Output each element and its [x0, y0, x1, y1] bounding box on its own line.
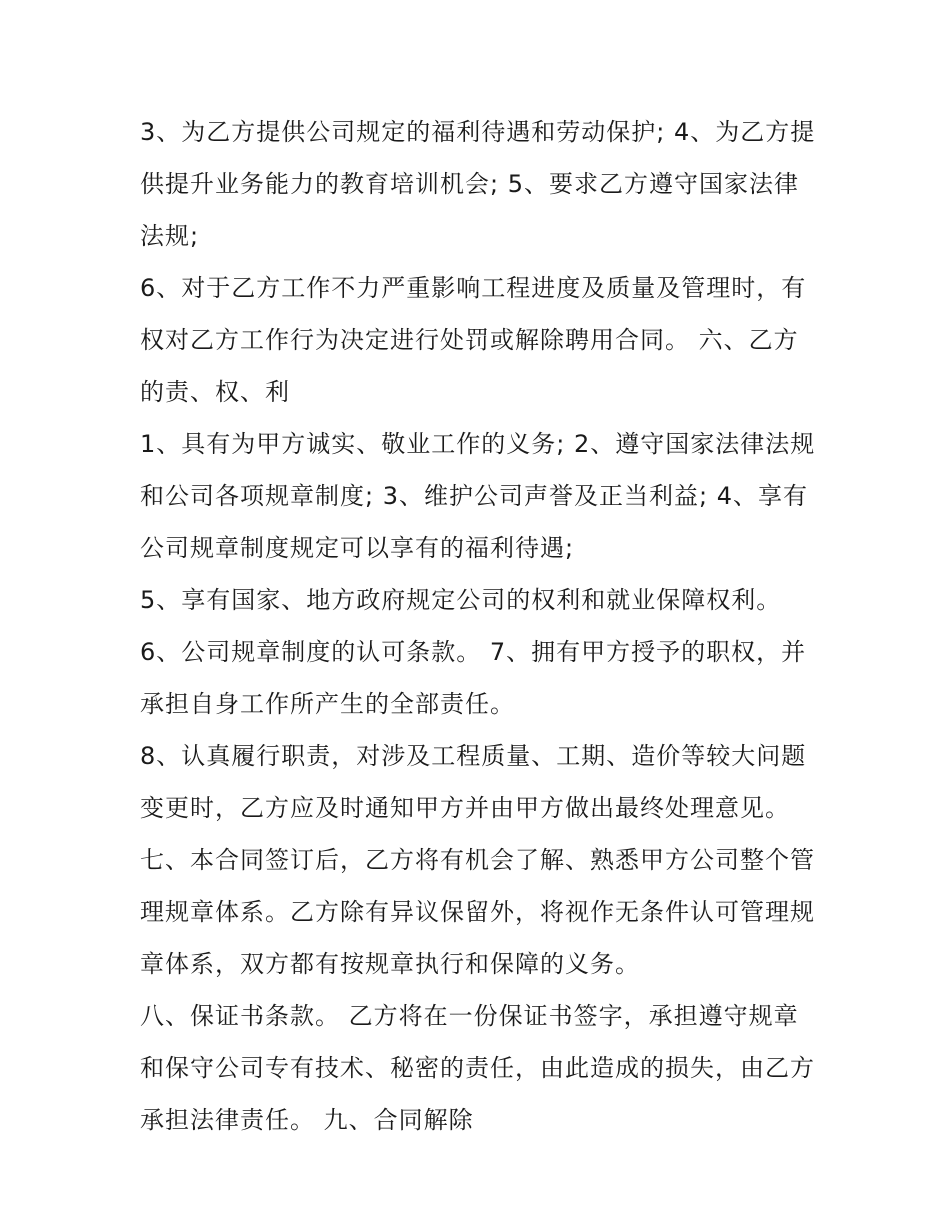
document-body — [140, 106, 816, 1146]
paragraph-employer-duties-6: 6、对于乙方工作不力严重影响工程进度及质量及管理时，有权对乙方工作行为决定进行处罚或解除聘用合同。 六、乙方的责、权、利 — [140, 274, 807, 406]
paragraph-employee-duties-8: 8、认真履行职责，对涉及工程质量、工期、造价等较大问题变更时，乙方应及时通知甲方并由甲方做出最终处理意见。 — [140, 742, 807, 822]
paragraph-employee-duties-5: 5、享有国家、地方政府规定公司的权利和就业保障权利。 — [140, 586, 782, 614]
paragraph-employer-duties-3-5: 3、为乙方提供公司规定的福利待遇和劳动保护; 4、为乙方提供提升业务能力的教育培训机会; 5、要求乙方遵守国家法律法规; — [140, 118, 816, 250]
paragraph-employee-duties-1-4: 1、具有为甲方诚实、敬业工作的义务; 2、遵守国家法律法规和公司各项规章制度; 3、维护公司声誉及正当利益; 4、享有公司规章制度规定可以享有的福利待遇; — [140, 430, 816, 562]
paragraph-section-seven: 七、本合同签订后，乙方将有机会了解、熟悉甲方公司整个管理规章体系。乙方除有异议保留外，将视作无条件认可管理规章体系，双方都有按规章执行和保障的义务。 — [140, 846, 815, 978]
paragraph-employee-duties-6-7: 6、公司规章制度的认可条款。 7、拥有甲方授予的职权，并承担自身工作所产生的全部责任。 — [140, 638, 807, 718]
paragraph-section-eight: 八、保证书条款。 乙方将在一份保证书签字，承担遵守规章和保守公司专有技术、秘密的责任，由此造成的损失，由乙方承担法律责任。 九、合同解除 — [140, 1002, 815, 1134]
